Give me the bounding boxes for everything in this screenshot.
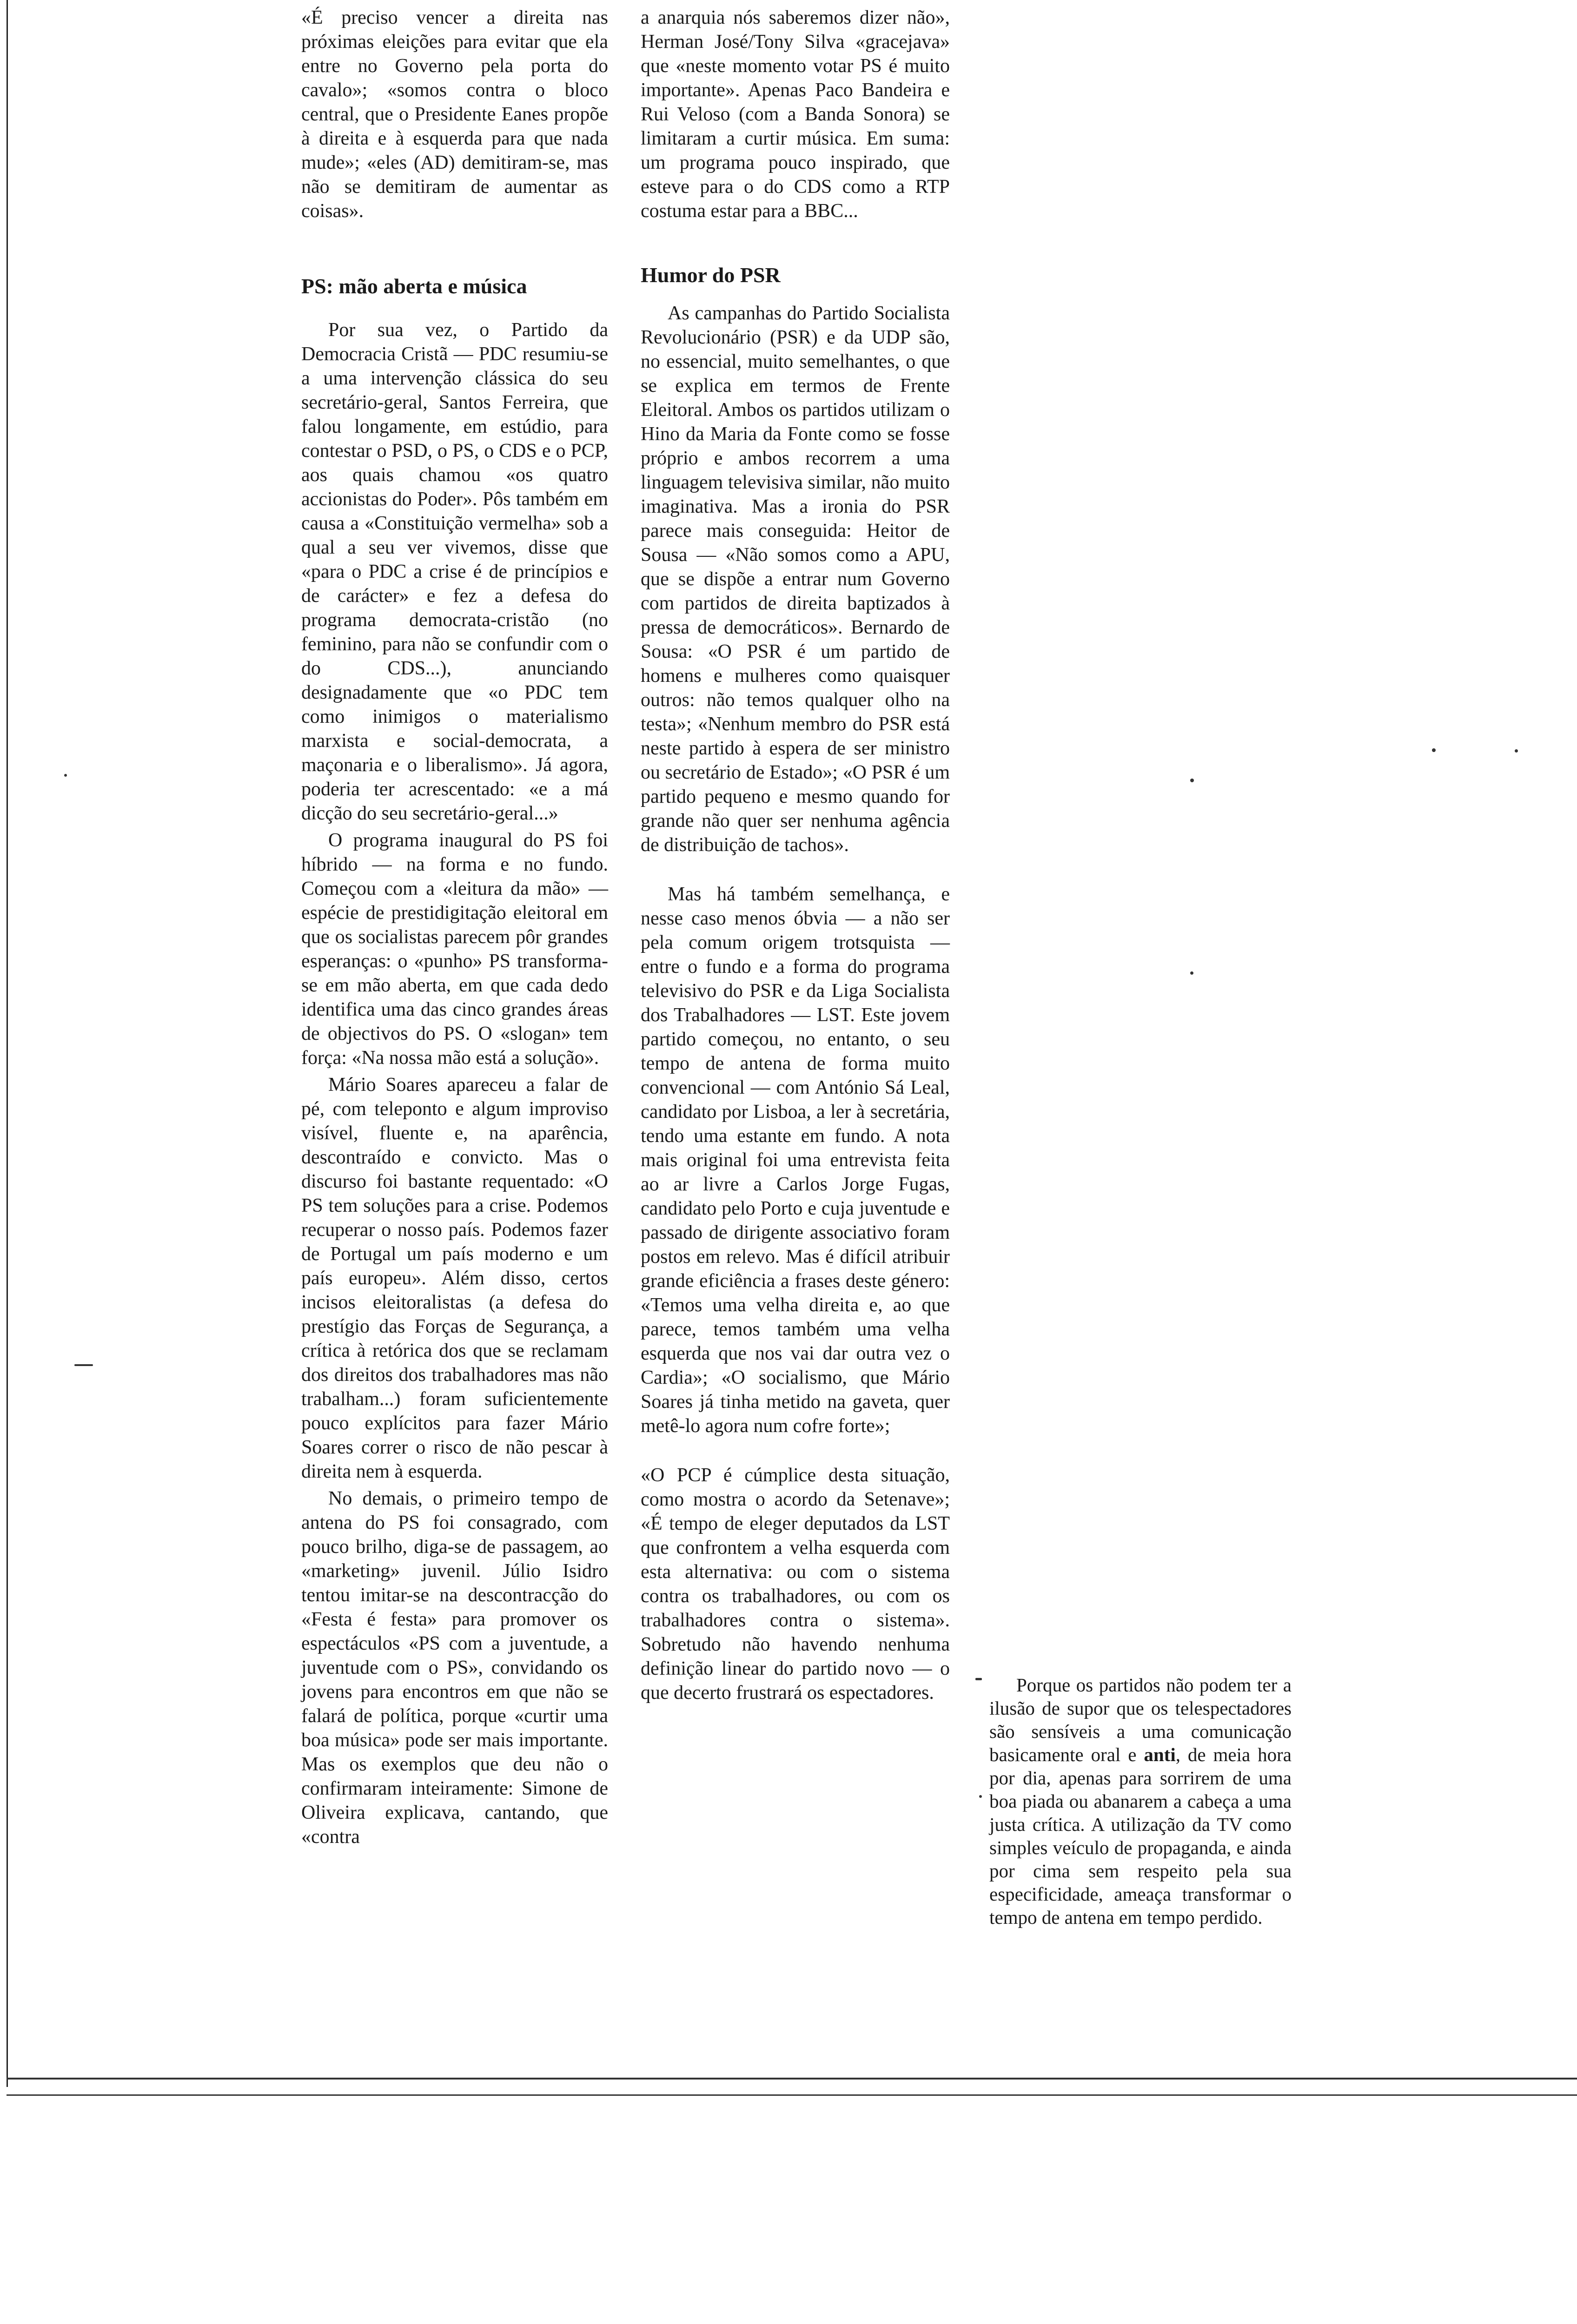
print-speck bbox=[979, 1795, 982, 1798]
section-heading-psr: Humor do PSR bbox=[641, 263, 781, 287]
column3-paragraph bbox=[989, 1673, 1292, 1929]
column1-paragraph-ps-program: O programa inaugural do PS foi híbrido — na forma e no fundo. Começou com a «leitura da mão» — espécie de prestidigitação eleitoral em que os socialistas parecem pôr grandes esperanças: o «punho» PS transforma-se em mão aberta, em que cada dedo identifica uma das cinco grandes áreas de objectivos do PS. O «slogan» tem força: «Na nossa mão está a solução». bbox=[301, 830, 608, 1069]
print-speck bbox=[74, 1364, 93, 1366]
article-column-3 bbox=[989, 1673, 1292, 1929]
print-speck bbox=[1190, 971, 1193, 975]
print-speck bbox=[1515, 749, 1518, 753]
column2-paragraph-pcp: «O PCP é cúmplice desta situação, como mostra o acordo da Setenave»; «É tempo de eleger deputados da LST que confrontem a velha esquerda com esta alternativa: ou com o sistema contra os trabalhadores, ou com os trabalhadores contra o sistema». Sobretudo não havendo nenhuma definição linear do partido novo — o que decerto frustrará os espectadores. bbox=[641, 1465, 950, 1703]
print-speck bbox=[1190, 779, 1194, 782]
column3-emphasis: anti bbox=[1144, 1744, 1176, 1765]
page-horizontal-rule-lower bbox=[7, 2094, 1577, 2096]
article-column-1 bbox=[301, 6, 608, 1849]
column3-text-after: , de meia hora por dia, apenas para sorrirem de uma boa piada ou abanarem a cabeça a uma justa crítica. A utilização da TV como simples veículo de propaganda, e ainda por cima sem respeito pela sua especificidade, ameaça transformar o tempo de antena em tempo perdido. bbox=[989, 1744, 1292, 1928]
print-speck bbox=[64, 774, 67, 777]
column1-paragraph-pdc: Por sua vez, o Partido da Democracia Cristã — PDC resumiu-se a uma intervenção clássica do seu secretário-geral, Santos Ferreira, que falou longamente, em estúdio, para contestar o PSD, o PS, o CDS e o PCP, aos quais chamou «os quatro accionistas do Poder». Pôs também em causa a «Constituição vermelha» sob a qual a seu ver vivemos, disse que «para o PDC a crise é de princípios e de carácter» e fez a defesa do programa democrata-cristão (no feminino, para não se confundir com o do CDS...), anunciando designadamente que «o PDC tem como inimigos o materialismo marxista e social-democrata, a maçonaria e o liberalismo». Já agora, poderia ter acrescentado: «e a má dicção do seu secretário-geral...» bbox=[301, 319, 608, 824]
print-speck bbox=[1432, 748, 1436, 752]
page-horizontal-rule bbox=[7, 2078, 1577, 2080]
column1-paragraph-marketing: No demais, o primeiro tempo de antena do PS foi consagrado, com pouco brilho, diga-se de passagem, ao «marketing» juvenil. Júlio Isidro tentou imitar-se na descontracção do «Festa é festa» para promover os espectáculos «PS com a juventude, a juventude com o PS», convidando os jovens para encontros em que não se falará de política, porque «curtir uma boa música» pode ser mais importante. Mas os exemplos que deu não o confirmaram inteiramente: Simone de Oliveira explicava, cantando, que «contra bbox=[301, 1488, 608, 1848]
column1-intro-paragraph: «É preciso vencer a direita nas próximas eleições para evitar que ela entre no Governo pela porta do cavalo»; «somos contra o bloco central, que o Presidente Eanes propõe à direita e à esquerda para que nada mude»; «eles (AD) demitiram-se, mas não se demitiram de aumentar as coisas». bbox=[301, 7, 608, 222]
column1-paragraph-mario-soares: Mário Soares apareceu a falar de pé, com teleponto e algum improviso visível, fluente e, na aparência, descontraído e convicto. Mas o discurso foi bastante requentado: «O PS tem soluções para a crise. Podemos recuperar o nosso país. Podemos fazer de Portugal um país moderno e um país europeu». Além disso, certos incisos eleitoralistas (a defesa do prestígio das Forças de Segurança, a crítica à retórica dos que se reclamam dos direitos dos trabalhadores mas não trabalham...) foram suficientemente pouco explícitos para fazer Mário Soares correr o risco de não pescar à direita nem à esquerda. bbox=[301, 1074, 608, 1482]
column2-intro-paragraph: a anarquia nós saberemos dizer não», Herman José/Tony Silva «gracejava» que «neste momento votar PS é muito importante». Apenas Paco Bandeira e Rui Veloso (com a Banda Sonora) se limitaram a curtir música. Em suma: um programa pouco inspirado, que esteve para o do CDS como a RTP costuma estar para a BBC... bbox=[641, 7, 950, 222]
page-left-border bbox=[7, 0, 8, 2087]
article-column-2 bbox=[641, 6, 950, 1705]
column2-paragraph-lst: Mas há também semelhança, e nesse caso menos óbvia — a não ser pela comum origem trotsquista — entre o fundo e a forma do programa televisivo do PSR e da Liga Socialista dos Trabalhadores — LST. Este jovem partido começou, no entanto, o seu tempo de antena de forma muito convencional — com António Sá Leal, candidato por Lisboa, a ler à secretária, tendo uma estante em fundo. A nota mais original foi uma entrevista feita ao ar livre a Carlos Jorge Fugas, candidato pelo Porto e cuja juventude e passado de dirigente associativo foram postos em relevo. Mas é difícil atribuir grande eficiência a frases deste género: «Temos uma velha direita e, ao que parece, temos também uma velha esquerda que nos vai dar outra vez o Cardia»; «O socialismo, que Mário Soares já tinha metido na gaveta, quer metê-lo agora num cofre forte»; bbox=[641, 884, 950, 1437]
column2-paragraph-psr-udp: As campanhas do Partido Socialista Revolucionário (PSR) e da UDP são, no essencial, muito semelhantes, o que se explica em termos de Frente Eleitoral. Ambos os partidos utilizam o Hino da Maria da Fonte como se fosse próprio e ambos recorrem a uma linguagem televisiva similar, não muito imaginativa. Mas a ironia do PSR parece mais conseguida: Heitor de Sousa — «Não somos como a APU, que se dispõe a entrar num Governo com partidos de direita baptizados à pressa de democráticos». Bernardo de Sousa: «O PSR é um partido de homens e mulheres como quaisquer outros: não temos qualquer olho na testa»; «Nenhum membro do PSR está neste partido à espera de ser ministro ou secretário de Estado»; «O PSR é um partido pequeno e mesmo quando for grande não quer ser nenhuma agência de distribuição de tachos». bbox=[641, 303, 950, 856]
section-heading-ps: PS: mão aberta e música bbox=[301, 274, 527, 298]
column3-text-before: Porque os partidos não podem ter a ilusão de supor que os telespectadores são sensíveis a uma comunicação basicamente oral e bbox=[989, 1674, 1292, 1765]
print-speck bbox=[975, 1678, 982, 1680]
